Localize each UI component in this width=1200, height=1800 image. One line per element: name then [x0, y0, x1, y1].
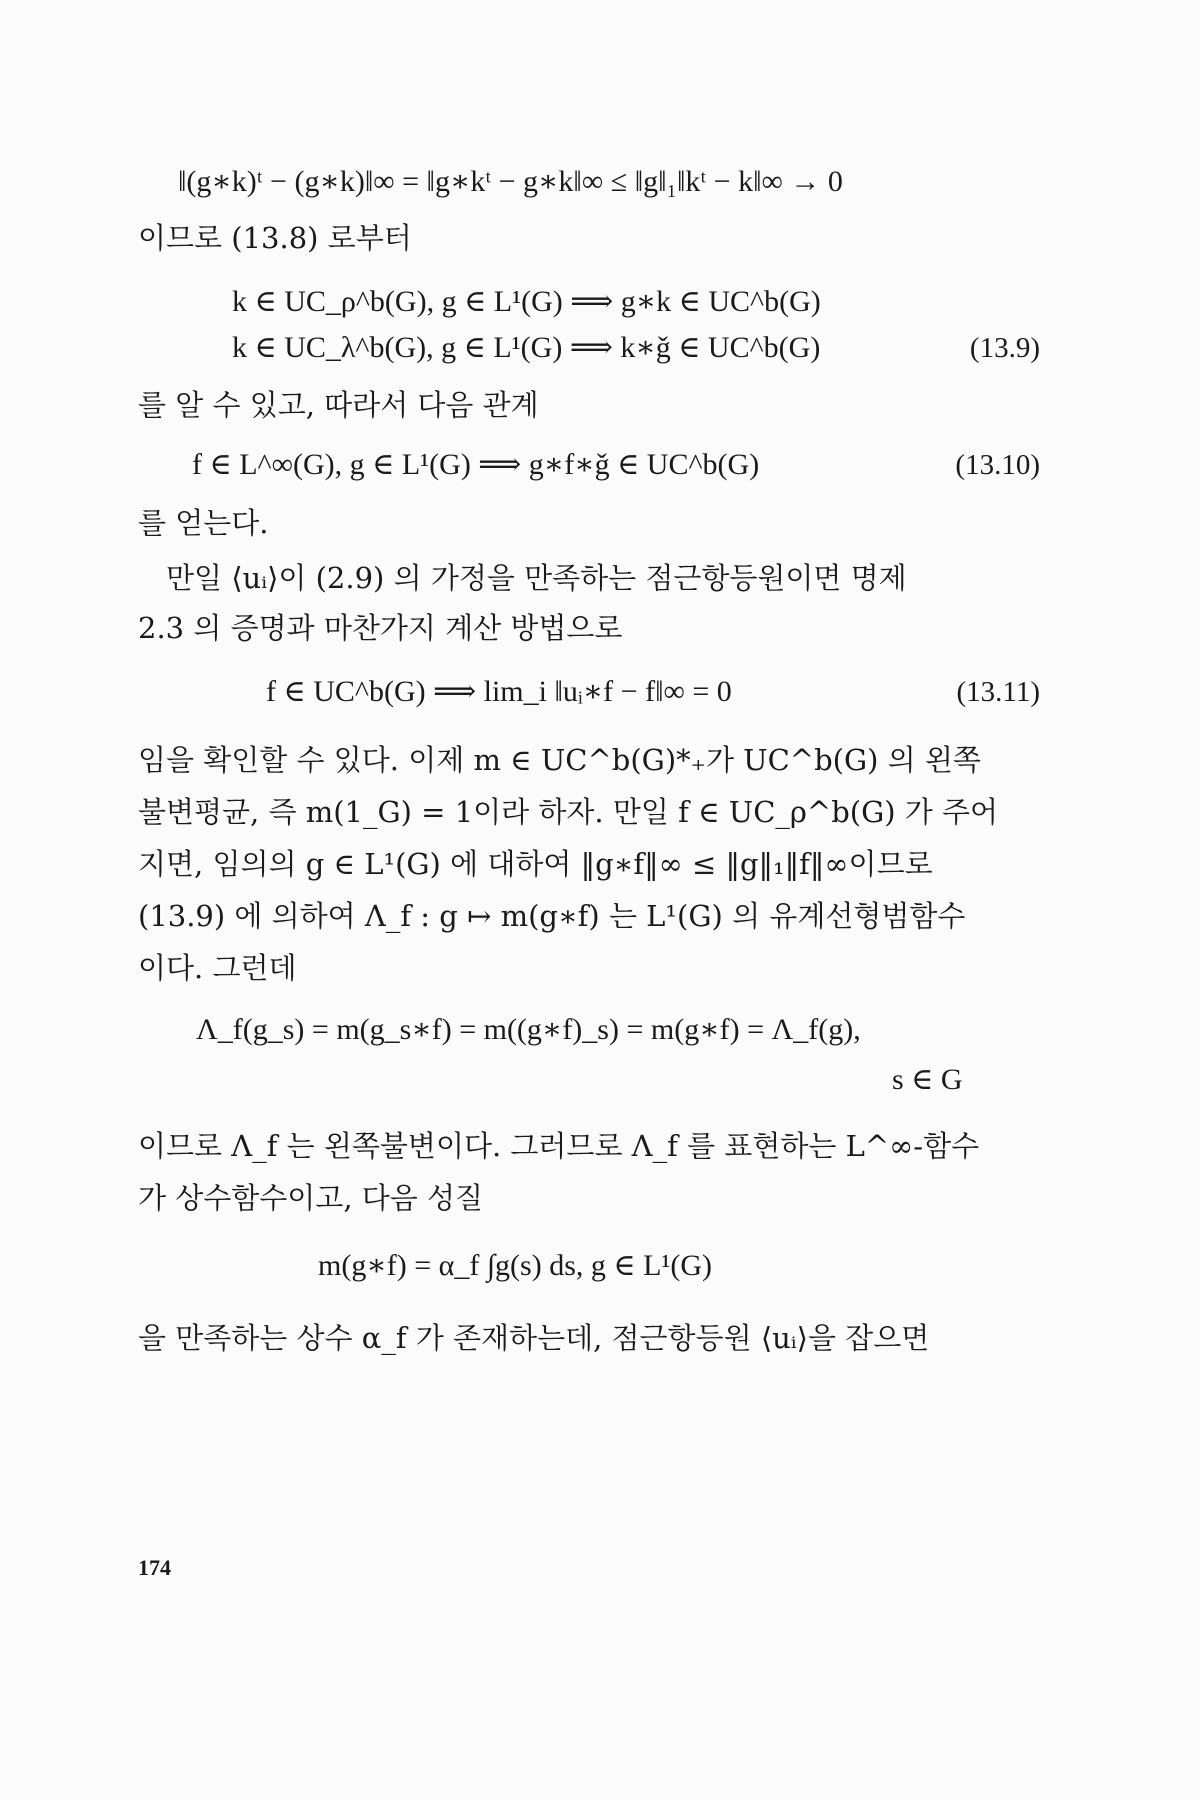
equation-top: ‖(g∗k)ᵗ − (g∗k)‖∞ = ‖g∗kᵗ − g∗k‖∞ ≤ ‖g‖₁‖kᵗ − k‖∞ → 0: [178, 165, 843, 198]
equation-13-11: f ∈ UC^b(G) ⟹ lim_i ‖uᵢ∗f − f‖∞ = 0: [266, 675, 732, 708]
text-line: 를 알 수 있고, 따라서 다음 관계: [138, 388, 539, 422]
equation-lambda: Λ_f(g_s) = m(g_s∗f) = m((g∗f)_s) = m(g∗f) = Λ_f(g),: [196, 1013, 861, 1046]
paragraph-line: 2.3 의 증명과 마찬가지 계산 방법으로: [138, 611, 623, 645]
paragraph-line: 지면, 임의의 g ∈ L¹(G) 에 대하여 ‖g∗f‖∞ ≤ ‖g‖₁‖f‖∞이므로: [138, 847, 933, 881]
paragraph-line: 만일 ⟨uᵢ⟩이 (2.9) 의 가정을 만족하는 점근항등원이면 명제: [166, 561, 907, 595]
paragraph-line: 이므로 Λ_f 는 왼쪽불변이다. 그러므로 Λ_f 를 표현하는 L^∞-함수: [138, 1129, 980, 1163]
equation-13-10: f ∈ L^∞(G), g ∈ L¹(G) ⟹ g∗f∗ǧ ∈ UC^b(G): [192, 448, 760, 481]
paragraph-line: 을 만족하는 상수 α_f 가 존재하는데, 점근항등원 ⟨uᵢ⟩을 잡으면: [138, 1321, 930, 1355]
page-number: 174: [138, 1555, 171, 1580]
paragraph-line: 가 상수함수이고, 다음 성질: [138, 1181, 484, 1215]
text-line: 이므로 (13.8) 로부터: [138, 221, 412, 255]
equation-13-9-line2: k ∈ UC_λ^b(G), g ∈ L¹(G) ⟹ k∗ǧ ∈ UC^b(G): [232, 331, 821, 364]
equation-label: (13.9): [969, 332, 1040, 364]
equation-label: (13.11): [956, 676, 1040, 708]
paragraph-line: (13.9) 에 의하여 Λ_f : g ↦ m(g∗f) 는 L¹(G) 의 유계선형범함수: [138, 899, 966, 933]
equation-13-9-line1: k ∈ UC_ρ^b(G), g ∈ L¹(G) ⟹ g∗k ∈ UC^b(G): [232, 285, 821, 318]
paragraph-line: 임을 확인할 수 있다. 이제 m ∈ UC^b(G)*₊가 UC^b(G) 의 왼쪽: [138, 743, 981, 777]
paragraph-line: 이다. 그런데: [138, 951, 297, 985]
equation-condition: s ∈ G: [892, 1063, 963, 1096]
paragraph-line: 불변평균, 즉 m(1_G) = 1이라 하자. 만일 f ∈ UC_ρ^b(G) 가 주어: [138, 795, 999, 829]
text-line: 를 얻는다.: [138, 506, 269, 540]
equation-label: (13.10): [955, 449, 1040, 481]
equation-integral: m(g∗f) = α_f ∫g(s) ds, g ∈ L¹(G): [318, 1249, 713, 1282]
